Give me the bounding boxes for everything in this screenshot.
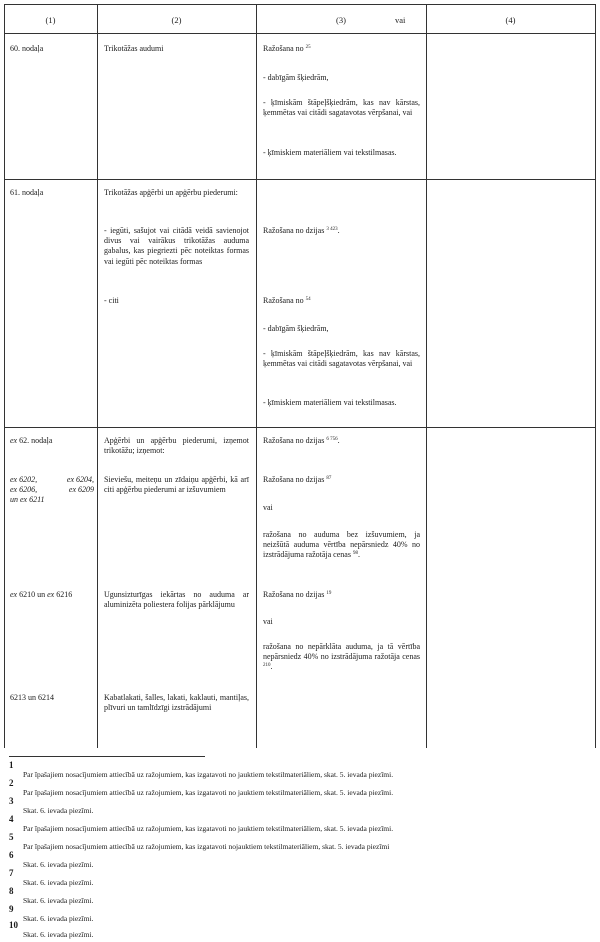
row-60-rule-item-3: - ķīmiskiem materiāliem vai tekstilmasas. [263,148,397,157]
header-col-3-vai: vai [395,15,406,25]
footnote-text: Skat. 6. ievada piezīmi. [23,896,94,905]
row-6202-rule-fabric: ražošana no auduma bez izšuvumiem, ja neizšūtā auduma vērtība nepārsniedz 40% no izstrādājuma ražotāja cenas $^{98}$. [263,530,420,560]
footnote-number: 3 [9,796,14,806]
row-61-description: Trikotāžas apģērbi un apģērbu piederumi: [104,188,238,197]
row-6202-heading: ex 6202, ex 6204, ex 6206, ex 6209 un ex 6211 [10,475,94,505]
row-62-rule: Ražošana no dzijas $^{6 756}$. [263,436,340,445]
table-border-left [4,4,5,748]
footnote-number: 8 [9,886,14,896]
row-60-rule-intro: Ražošana no $^{25}$ [263,44,311,53]
column-divider-2 [256,4,257,748]
footnote-number: 4 [9,814,14,824]
row-6202-rule-yarn: Ražošana no dzijas $^{87}$ [263,475,332,484]
row-divider-61-62 [4,427,596,428]
footnote-separator [9,756,205,757]
row-62-description: Apģērbi un apģērbu piederumi, izņemot trikotāžu; izņemot: [104,436,249,456]
footnote-number: 1 [9,760,14,770]
row-6202-rule-or: vai [263,503,273,512]
row-60-description: Trikotāžas audumi [104,44,164,53]
row-6210-rule-fabric: ražošana no nepārklāta auduma, ja tā vērtība nepārsniedz 40% no izstrādājuma ražotāja cenas $^{210}$. [263,642,420,672]
footnote-number: 6 [9,850,14,860]
table-border-top [4,4,596,5]
footnote-number: 5 [9,832,14,842]
footnote-text: Skat. 6. ievada piezīmi. [23,930,94,939]
row-60-rule-item-2: - ķīmiskām štāpeļšķiedrām, kas nav kārstas, ķemmētas vai citādi sagatavotas vērpšanai, vai [263,98,420,118]
row-62-heading: ex 62. nodaļa [10,436,53,445]
row-60-heading: 60. nodaļa [10,44,44,53]
row-6210-rule-yarn: Ražošana no dzijas $^{19}$ [263,590,332,599]
row-61-sub-assembled: - iegūti, sašujot vai citādā veidā savienojot divus vai vairākus trikotāžas auduma gabalus, kas piegriezti pēc noteiktas formas vai iegūti pēc noteiktas formas [104,226,249,266]
footnote-text: Par īpašajiem nosacījumiem attiecībā uz ražojumiem, kas izgatavoti no jauktiem tekstilmateriāliem, skat. 5. ievada piezīmi. [23,824,394,833]
footnote-text: Par īpašajiem nosacījumiem attiecībā uz ražojumiem, kas izgatavoti no jauktiem tekstilmateriāliem, skat. 5. ievada piezīmi. [23,788,394,797]
footnote-text: Skat. 6. ievada piezīmi. [23,806,94,815]
header-col-3: (3) [336,15,346,25]
row-6202-description: Sieviešu, meiteņu un zīdaiņu apģērbi, kā arī citi apģērbu piederumi ar izšuvumiem [104,475,249,495]
row-6210-description: Ugunsizturīgas iekārtas no auduma ar aluminizēta poliestera folijas pārklājumu [104,590,249,610]
footnote-text: Par īpašajiem nosacījumiem attiecībā uz ražojumiem, kas izgatavoti nojauktiem tekstilmateriāliem, skat. 5. ievada piezīmi [23,842,390,851]
row-61-rule-item-2: - ķīmiskām štāpeļšķiedrām, kas nav kārstas, ķemmētas vai citādi sagatavotas vērpšanai, vai [263,349,420,369]
header-col-1: (1) [45,15,56,25]
row-61-rule-intro: Ražošana no $^{54}$ [263,296,311,305]
footnote-number: 7 [9,868,14,878]
footnote-text: Skat. 6. ievada piezīmi. [23,878,94,887]
row-61-rule-item-1: - dabīgām šķiedrām, [263,324,329,333]
column-divider-1 [97,4,98,748]
row-60-rule-item-1: - dabīgām šķiedrām, [263,73,329,82]
footnote-number: 2 [9,778,14,788]
row-6210-heading: ex 6210 un ex 6216 [10,590,73,599]
row-61-rule-yarn: Ražošana no dzijas $^{3 423}$. [263,226,340,235]
header-divider [4,33,596,34]
footnote-number: 9 [9,904,14,914]
row-61-sub-other: - citi [104,296,119,305]
row-divider-60-61 [4,179,596,180]
row-6213-heading: 6213 un 6214 [10,693,54,702]
footnote-number: 10 [9,920,18,930]
row-6213-description: Kabatlakati, šalles, lakati, kaklauti, mantiļas, plīvuri un tamlīdzīgi izstrādājumi [104,693,249,713]
header-col-4: (4) [505,15,516,25]
row-6210-rule-or: vai [263,617,273,626]
row-61-heading: 61. nodaļa [10,188,44,197]
footnote-text: Par īpašajiem nosacījumiem attiecībā uz ražojumiem, kas izgatavoti no jauktiem tekstilmateriāliem, skat. 5. ievada piezīmi. [23,770,394,779]
table-border-right [595,4,596,748]
footnote-text: Skat. 6. ievada piezīmi. [23,860,94,869]
row-61-rule-item-3: - ķīmiskiem materiāliem vai tekstilmasas. [263,398,397,407]
column-divider-3 [426,4,427,748]
header-col-2: (2) [171,15,182,25]
footnote-text: Skat. 6. ievada piezīmi. [23,914,94,923]
